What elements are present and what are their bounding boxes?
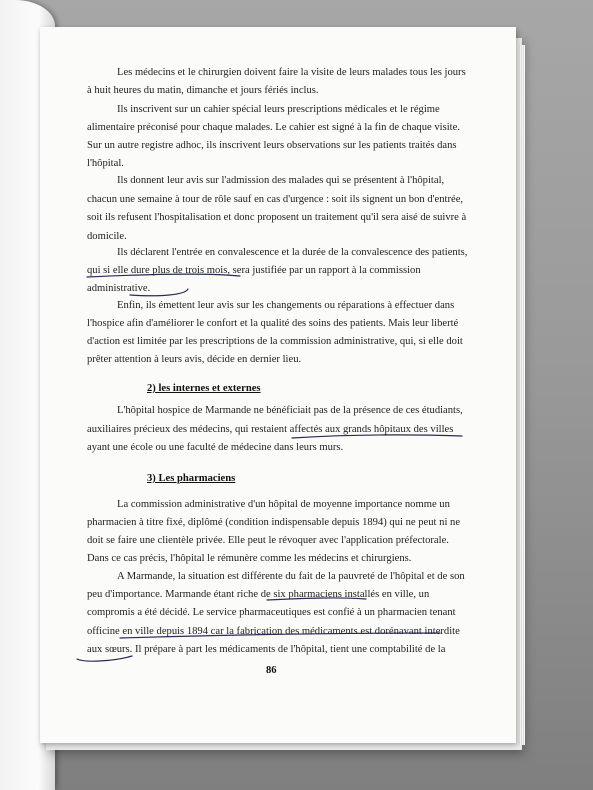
text-line: Dans ce cas précis, l'hôpital le rémunère comme les médecins et chirurgiens. <box>87 553 412 564</box>
section-heading: 2) les internes et externes <box>147 383 261 394</box>
text-line: La commission administrative d'un hôpital de moyenne importance nomme un <box>117 499 450 510</box>
text-line: ayant une école ou une faculté de médecine dans leurs murs. <box>87 442 344 453</box>
text-line: doit se faire une clientèle privée. Elle peut le révoquer avec l'application préfectorale. <box>87 535 449 546</box>
text-line: à huit heures du matin, dimanche et jours fériés inclus. <box>87 85 319 96</box>
text-line: d'action est limitée par les prescriptions de la commission administrative, qui, si elle doit <box>87 336 463 347</box>
text-line: qui si elle dure plus de trois mois, sera justifiée par un rapport à la commission <box>87 265 421 276</box>
text-line: Sur un autre registre adhoc, ils inscrivent leurs observations sur les patients traités dans <box>87 140 457 151</box>
text-line: compromis a été décidé. Le service pharmaceutiques est confié à un pharmacien tenant <box>87 607 456 618</box>
page-edges <box>519 45 525 745</box>
handwritten-underlines <box>40 27 516 743</box>
text-line: Ils inscrivent sur un cahier spécial leurs prescriptions médicales et le régime <box>117 104 440 115</box>
text-line: A Marmande, la situation est différente du fait de la pauvreté de l'hôpital et de son <box>117 571 465 582</box>
text-line: pharmacien à titre fixé, diplômé (condition indispensable depuis 1894) qui ne peut ni ne <box>87 517 461 528</box>
text-line: Ils déclarent l'entrée en convalescence et la durée de la convalescence des patients, <box>117 247 468 258</box>
document-page <box>40 27 516 743</box>
text-line: alimentaire préconisé pour chaque malades. Le cahier est signé à la fin de chaque visite. <box>87 122 460 133</box>
text-line: peu d'importance. Marmande étant riche de six pharmaciens installés en ville, un <box>87 589 430 600</box>
text-line: chacun une semaine à tour de rôle sauf en cas d'urgence : soit ils signent un bon d'entrée, <box>87 194 464 205</box>
text-line: Enfin, ils émettent leur avis sur les changements ou réparations à effectuer dans <box>117 300 455 311</box>
page-number: 86 <box>266 665 277 676</box>
text-line: auxiliaires précieux des médecins, qui restaient affectés aux grands hôpitaux des villes <box>87 424 454 435</box>
section-heading: 3) Les pharmaciens <box>147 473 236 484</box>
text-line: Les médecins et le chirurgien doivent faire la visite de leurs malades tous les jours <box>117 67 466 78</box>
text-line: aux sœurs. Il prépare à part les médicaments de l'hôpital, tient une comptabilité de la <box>87 644 446 655</box>
text-line: prêter attention à leurs avis, décide en dernier lieu. <box>87 354 302 365</box>
text-line: officine en ville depuis 1894 car la fabrication des médicaments est dorénavant interdite <box>87 626 460 637</box>
text-line: administrative. <box>87 283 151 294</box>
text-line: L'hôpital hospice de Marmande ne bénéficiait pas de la présence de ces étudiants, <box>117 405 463 416</box>
text-line: Ils donnent leur avis sur l'admission des malades qui se présentent à l'hôpital, <box>117 175 445 186</box>
text-line: l'hospice afin d'améliorer le confort et la qualité des soins des patients. Mais leur liberté <box>87 318 459 329</box>
text-line: domicile. <box>87 231 127 242</box>
text-line: l'hôpital. <box>87 158 124 169</box>
text-line: soit ils refusent l'hospitalisation et donc proposent un traitement qu'il sera aisé de suivre à <box>87 212 467 223</box>
